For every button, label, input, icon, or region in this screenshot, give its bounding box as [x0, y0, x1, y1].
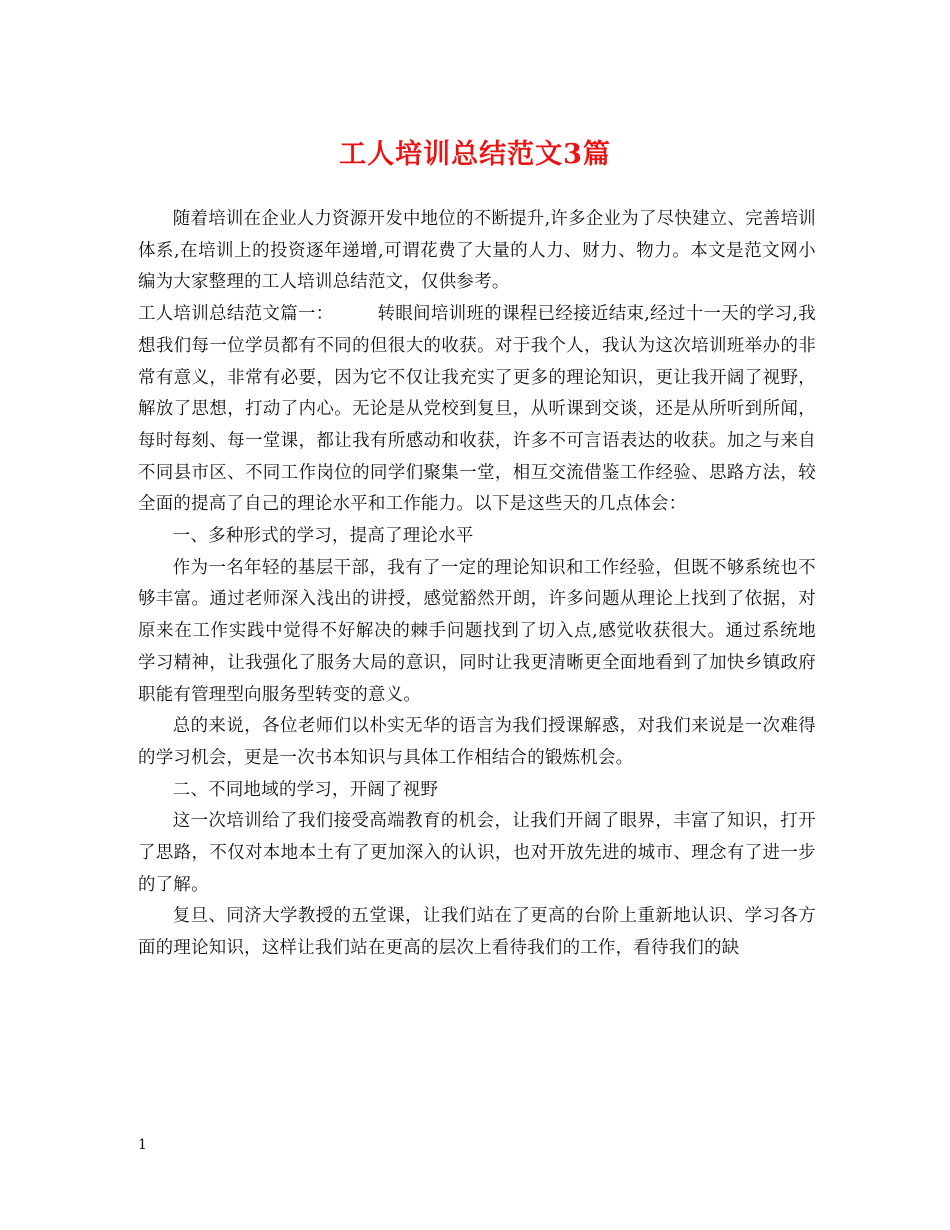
paragraph-2: 总的来说，各位老师们以朴实无华的语言为我们授课解惑，对我们来说是一次难得的学习机会，更是一次书本知识与具体工作相结合的锻炼机会。 — [138, 716, 816, 768]
page-number: 1 — [138, 1137, 147, 1153]
article1-label: 工人培训总结范文篇一： — [138, 304, 334, 325]
article1-paragraph — [138, 299, 816, 521]
document-title: 工人培训总结范文3篇 — [339, 139, 611, 170]
paragraph-4: 复旦、同济大学教授的五堂课，让我们站在了更高的台阶上重新地认识、学习各方面的理论知识，这样让我们站在更高的层次上看待我们的工作，看待我们的缺 — [138, 906, 816, 959]
paragraph-1: 作为一名年轻的基层干部，我有了一定的理论知识和工作经验，但既不够系统也不够丰富。通过老师深入浅出的讲授，感觉豁然开朗，许多问题从理论上找到了依据，对原来在工作实践中觉得不好解决的棘手问题找到了切入点,感觉收获很大。通过系统地学习精神，让我强化了服务大局的意识，同时让我更清晰更全面地看到了加快乡镇政府职能有管理型向服务型转变的意义。 — [138, 557, 816, 705]
paragraph-3: 这一次培训给了我们接受高端教育的机会，让我们开阔了眼界，丰富了知识，打开了思路，不仅对本地本土有了更加深入的认识，也对开放先进的城市、理念有了进一步的了解。 — [138, 811, 816, 895]
document-body — [138, 204, 816, 965]
section-heading-2: 二、不同地域的学习，开阔了视野 — [172, 779, 439, 800]
article1-opening: 转眼间培训班的课程已经接近结束,经过十一天的学习,我想我们每一位学员都有不同的但很大的收获。对于我个人，我认为这次培训班举办的非常有意义，非常有必要，因为它不仅让我充实了更多的理论知识，更让我开阔了视野，解放了思想，打动了内心。无论是从党校到复旦，从听课到交谈，还是从所听到所闻，每时每刻、每一堂课，都让我有所感动和收获，许多不可言语表达的收获。加之与来自不同县市区、不同工作岗位的同学们聚集一堂，相互交流借鉴工作经验、思路方法，较全面的提高了自己的理论水平和工作能力。以下是这些天的几点体会： — [138, 304, 816, 515]
intro-paragraph: 随着培训在企业人力资源开发中地位的不断提升,许多企业为了尽快建立、完善培训体系,在培训上的投资逐年递增,可谓花费了大量的人力、财力、物力。本文是范文网小编为大家整理的工人培训总结范文，仅供参考。 — [138, 209, 816, 293]
section-heading-1: 一、多种形式的学习，提高了理论水平 — [172, 526, 474, 547]
